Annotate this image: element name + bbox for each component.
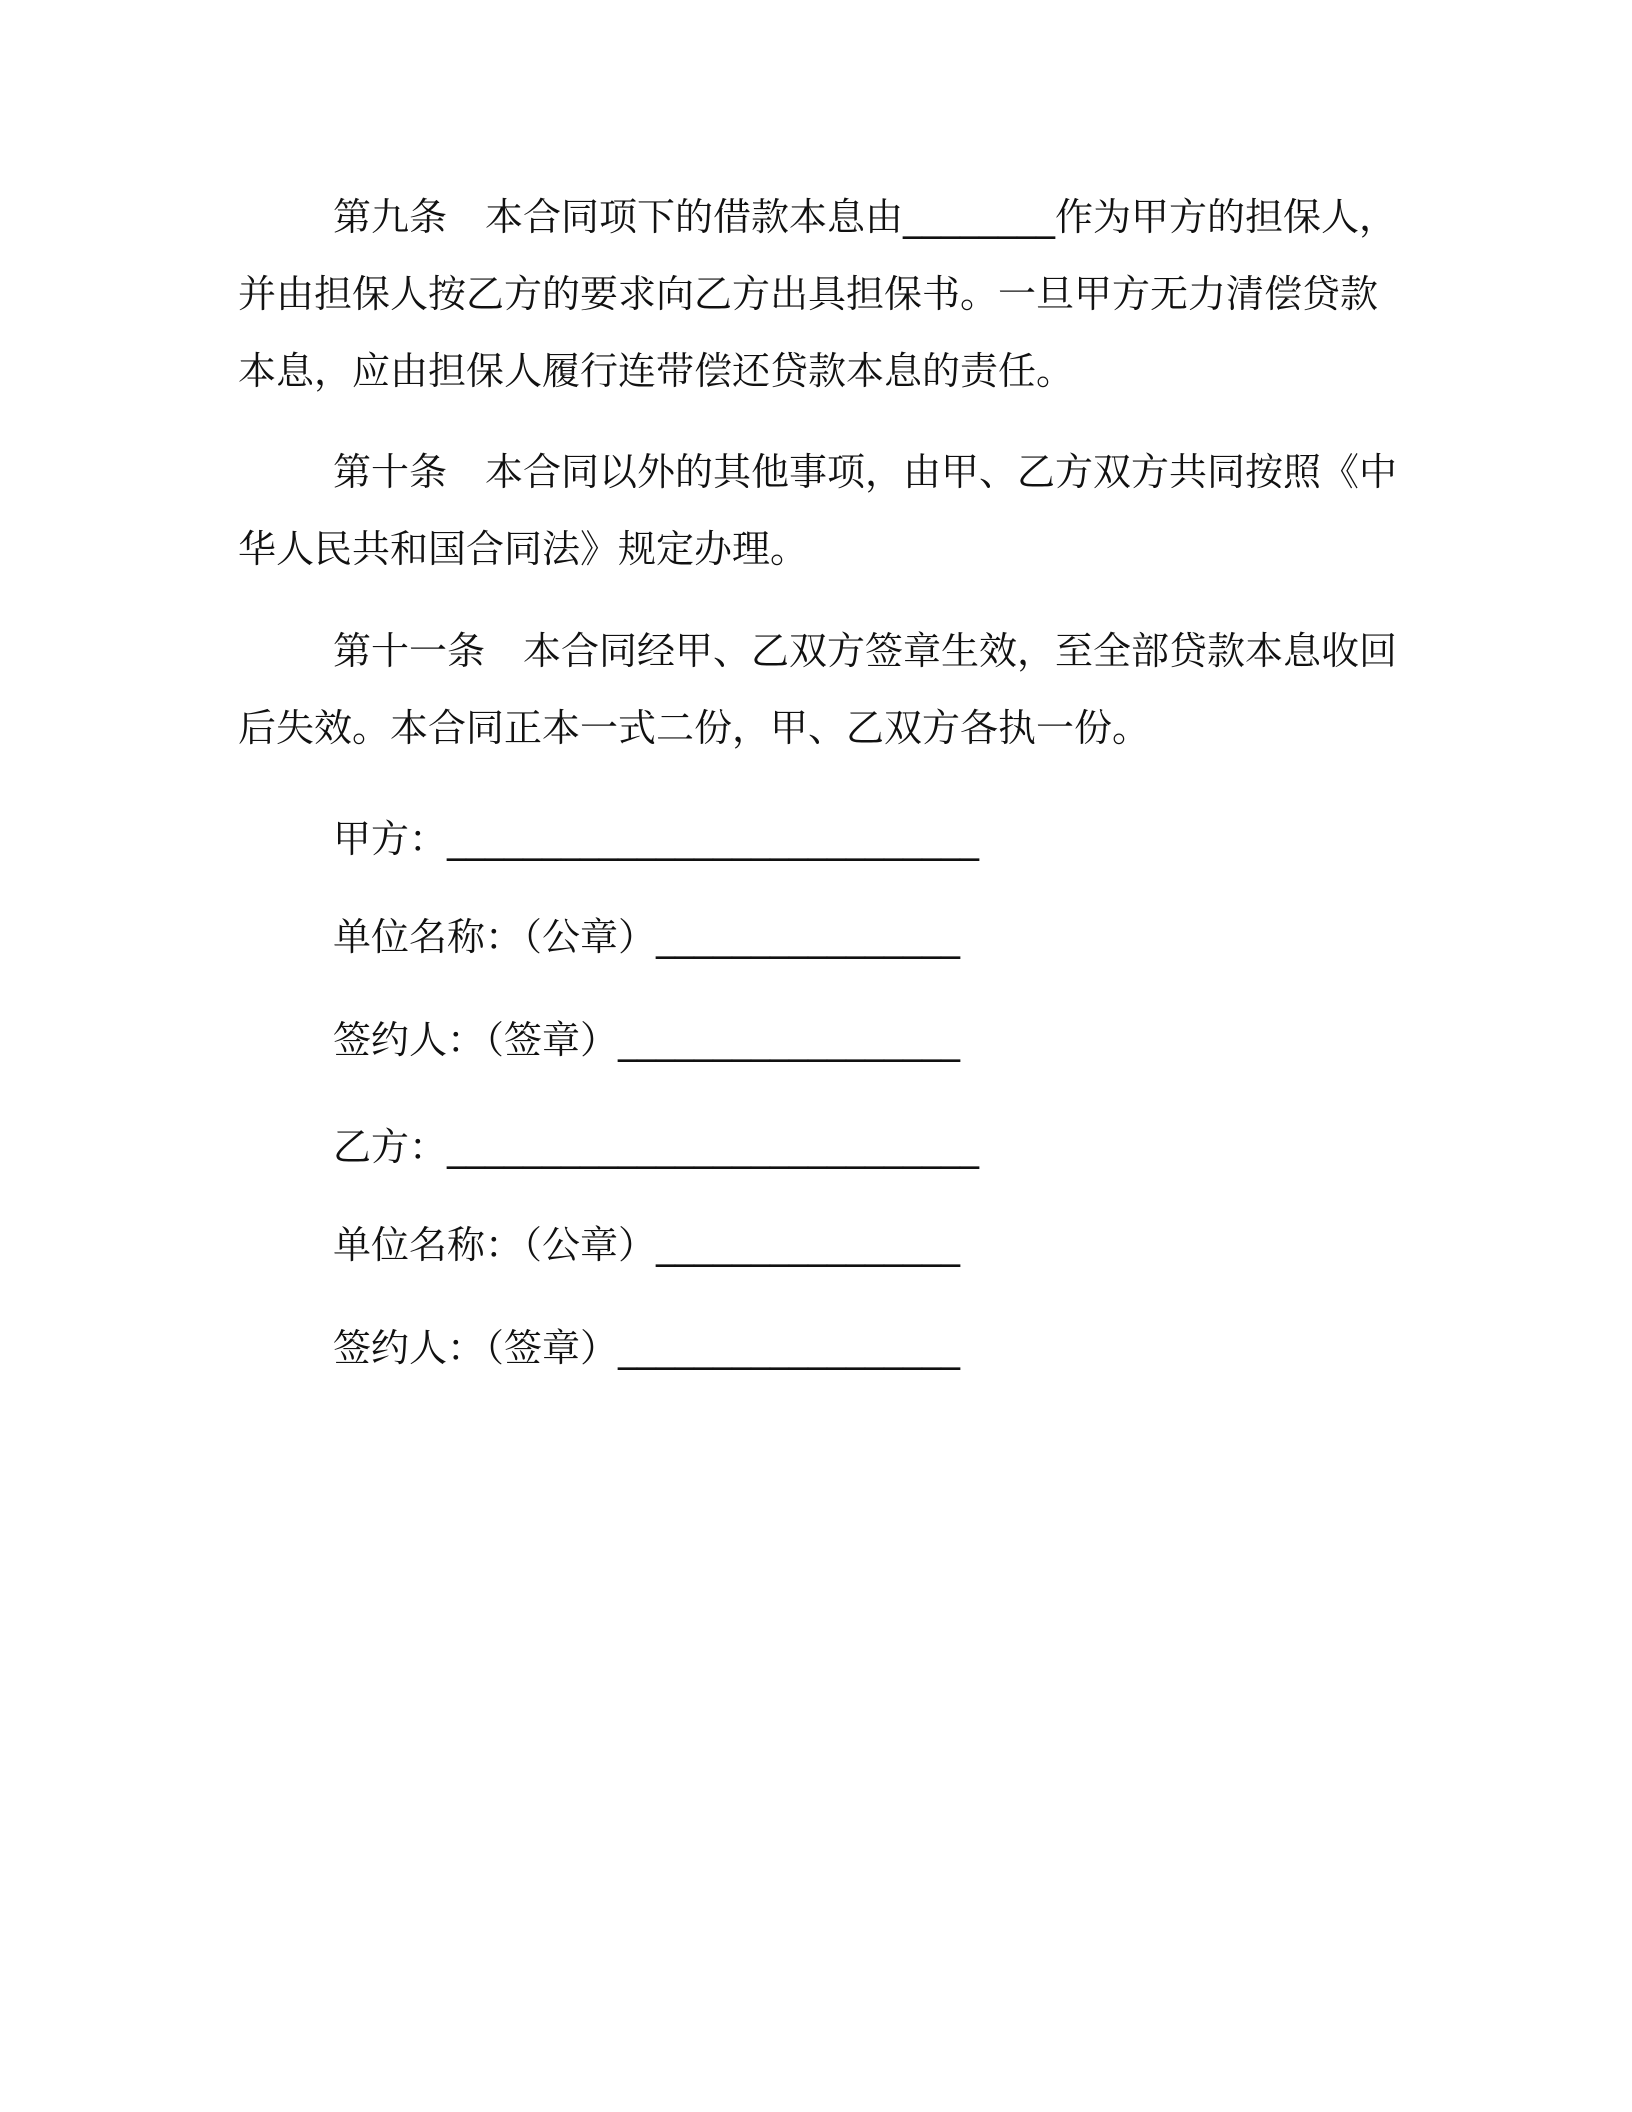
party-a-signer: 签约人：（签章）__________________ [333,1018,961,1062]
article-11-line-1: 第十一条 本合同经甲、乙双方签章生效，至全部贷款本息收回 [333,629,1398,673]
article-10-line-2: 华人民共和国合同法》规定办理。 [238,527,809,571]
article-10-line-1: 第十条 本合同以外的其他事项，由甲、乙方双方共同按照《中 [333,450,1398,494]
article-9-line-3: 本息，应由担保人履行连带偿还贷款本息的责任。 [238,349,1075,393]
party-a-label: 甲方：____________________________ [333,817,980,861]
party-b-label: 乙方：____________________________ [333,1125,980,1169]
article-11-line-2: 后失效。本合同正本一式二份，甲、乙双方各执一份。 [238,706,1151,750]
article-9-line-2: 并由担保人按乙方的要求向乙方出具担保书。一旦甲方无力清偿贷款 [238,272,1379,316]
party-b-signer: 签约人：（签章）__________________ [333,1326,961,1370]
party-b-unit-name: 单位名称：（公章）________________ [333,1223,961,1267]
article-9-line-1: 第九条 本合同项下的借款本息由________作为甲方的担保人， [333,195,1398,239]
party-a-unit-name: 单位名称：（公章）________________ [333,915,961,959]
